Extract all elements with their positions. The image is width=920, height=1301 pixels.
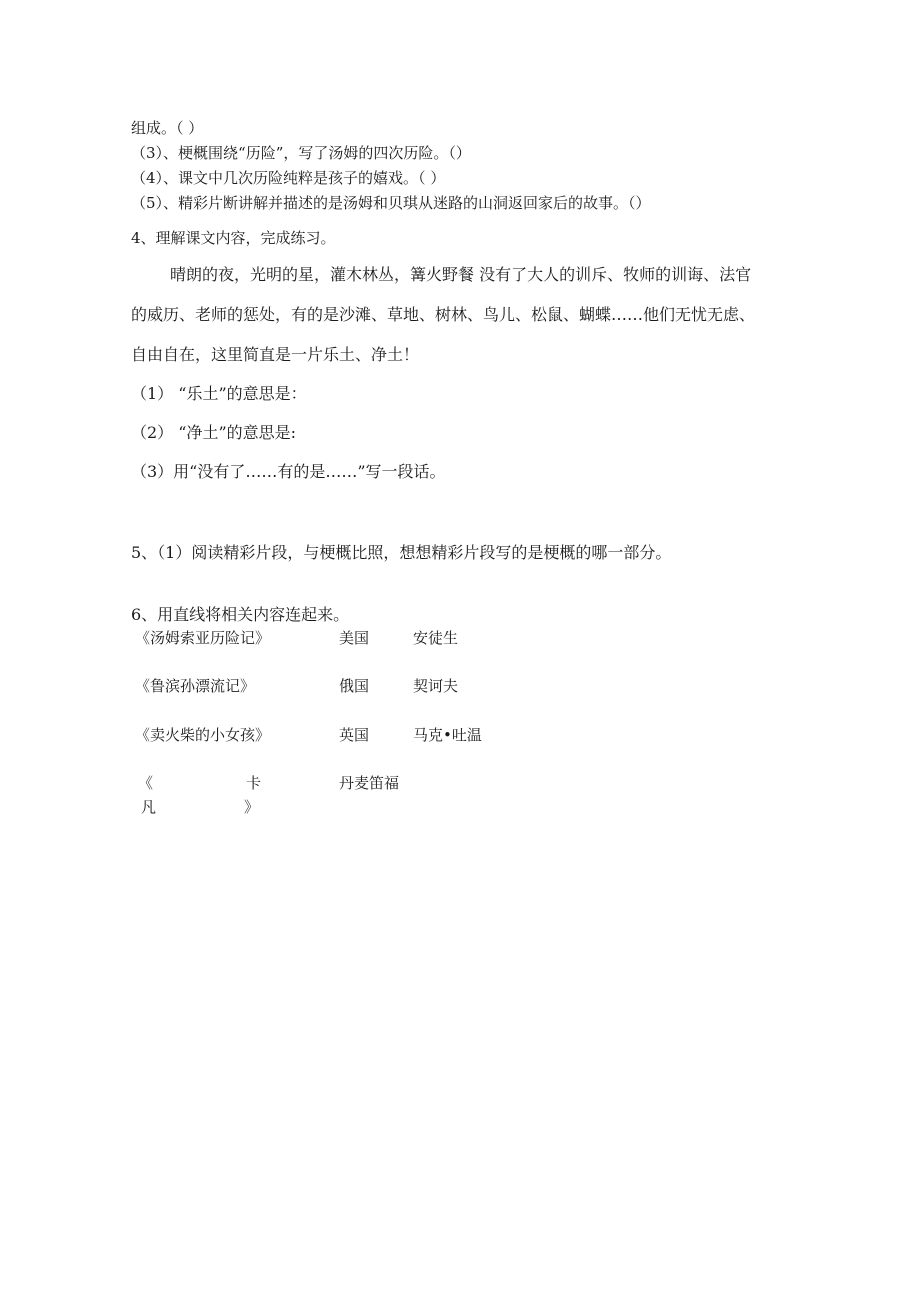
q3-item-4: （4）、课文中几次历险纯粹是孩子的嬉戏。（ ） — [131, 169, 446, 187]
q6-author-1: 安徒生 — [413, 629, 459, 647]
q6-country-2: 俄国 — [339, 677, 370, 695]
q4-sub-1: （1） “乐土”的意思是： — [131, 384, 307, 403]
q6-country-1: 美国 — [339, 629, 370, 647]
q6-book-3: 《卖火柴的小女孩》 — [135, 726, 271, 744]
q6-book-4-open: 《 — [138, 774, 154, 792]
q6-country-3: 英国 — [339, 726, 370, 744]
q4-passage-line-3: 自由自在，这里简直是一片乐土、净土！ — [131, 345, 420, 364]
q4-sub-2: （2） “净土”的意思是: — [131, 423, 297, 442]
q6-book-4-close: 》 — [244, 798, 260, 816]
q4-passage-line-2: 的威历、老师的惩处，有的是沙滩、草地、树林、鸟儿、松鼠、蝴蝶……他们无忧无虑、 — [131, 305, 756, 324]
q5-line: 5、（1）阅读精彩片段，与梗概比照，想想精彩片段写的是梗概的哪一部分。 — [131, 543, 672, 562]
q6-book-2: 《鲁滨孙漂流记》 — [135, 677, 256, 695]
q4-sub-3: （3）用“没有了……有的是……”写一段话。 — [131, 462, 446, 481]
q4-passage-line-1: 晴朗的夜，光明的星，灌木林丛，篝火野餐 没有了大人的训斥、牧师的训诲、法官 — [170, 265, 752, 284]
q3-item-5: （5）、精彩片断讲解并描述的是汤姆和贝琪从迷路的山洞返回家后的故事。（） — [131, 194, 651, 212]
q6-author-3: 马克•吐温 — [413, 726, 482, 744]
q6-book-4-char2: 凡 — [141, 798, 157, 816]
q3-item-3: （3）、梗概围绕“历险”，写了汤姆的四次历险。（） — [131, 144, 471, 162]
q6-country-4: 丹麦笛福 — [339, 774, 400, 792]
q4-heading: 4、理解课文内容，完成练习。 — [131, 229, 336, 247]
q3-blank-line: 组成。（ ） — [131, 119, 204, 137]
q6-book-4-char1: 卡 — [246, 774, 262, 792]
q6-book-1: 《汤姆索亚历险记》 — [135, 629, 271, 647]
q6-heading: 6、用直线将相关内容连起来。 — [131, 605, 350, 624]
q6-author-2: 契诃夫 — [413, 677, 459, 695]
